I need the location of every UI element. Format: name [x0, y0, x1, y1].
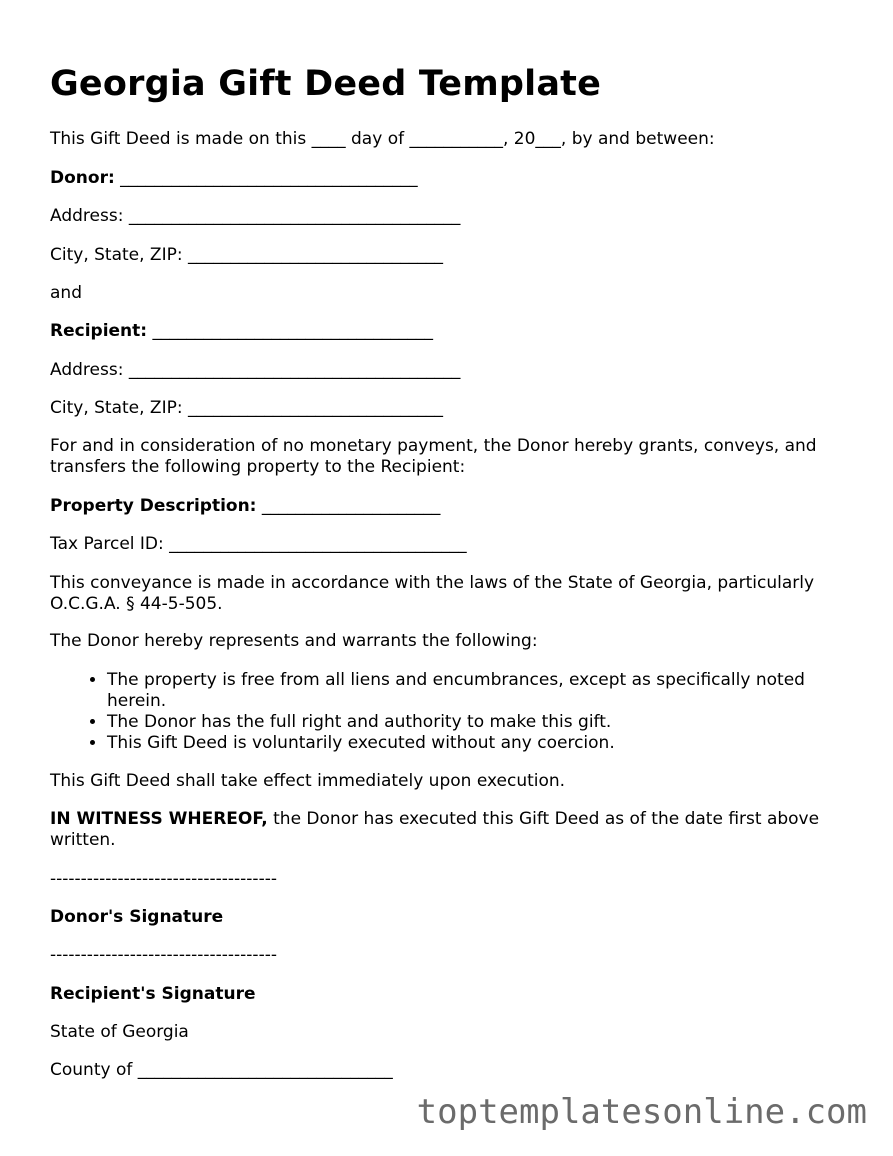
donor-city-state-zip-line: City, State, ZIP: ______________________________ [50, 245, 443, 265]
effect-line: This Gift Deed shall take effect immediately upon execution. [50, 771, 566, 791]
donor-blank: ___________________________________ [114, 168, 418, 188]
recipient-signature-label: Recipient's Signature [50, 984, 256, 1004]
intro-line: This Gift Deed is made on this ____ day of ___________, 20___, by and between: [50, 129, 715, 149]
recipient-blank: _________________________________ [147, 321, 433, 341]
list-item: • This Gift Deed is voluntarily executed without any coercion. [107, 733, 847, 754]
state-line: State of Georgia [50, 1022, 189, 1042]
law-paragraph: This conveyance is made in accordance with the laws of the State of Georgia, particularly O.C.G.A. § 44-5-505. [50, 573, 815, 614]
donor-signature-line: ------------------------------------- [50, 869, 277, 889]
warranty-list [50, 670, 847, 754]
property-description-blank: _____________________ [256, 496, 441, 516]
recipient-city-state-zip-line: City, State, ZIP: ______________________________ [50, 398, 443, 418]
donor-address-line: Address: _______________________________________ [50, 206, 461, 226]
donor-label: Donor: [50, 168, 115, 188]
warranty-intro-line: The Donor hereby represents and warrants the following: [50, 631, 538, 651]
tax-parcel-line: Tax Parcel ID: ___________________________________ [50, 534, 467, 554]
recipient-label: Recipient: [50, 321, 148, 341]
witness-paragraph [50, 809, 850, 851]
consideration-paragraph: For and in consideration of no monetary payment, the Donor hereby grants, conveys, and transfers the following property to the Recipient: [50, 436, 817, 477]
donor-line [50, 168, 418, 189]
witness-label: IN WITNESS WHEREOF, [50, 809, 268, 829]
list-item: • The property is free from all liens and encumbrances, except as specifically noted herein. [107, 670, 847, 712]
donor-signature-label: Donor's Signature [50, 907, 224, 927]
list-item: • The Donor has the full right and authority to make this gift. [107, 712, 847, 733]
recipient-line [50, 321, 433, 342]
property-description-label: Property Description: [50, 496, 257, 516]
recipient-address-line: Address: _______________________________________ [50, 360, 461, 380]
watermark: toptemplatesonline.com [416, 1092, 867, 1132]
and-line: and [50, 283, 82, 303]
document-title: Georgia Gift Deed Template [50, 64, 602, 104]
county-line: County of ______________________________ [50, 1060, 393, 1080]
recipient-signature-line: ------------------------------------- [50, 945, 277, 965]
property-description-line [50, 496, 440, 517]
witness-text: the Donor has executed this Gift Deed as of the date first above written. [50, 809, 820, 850]
